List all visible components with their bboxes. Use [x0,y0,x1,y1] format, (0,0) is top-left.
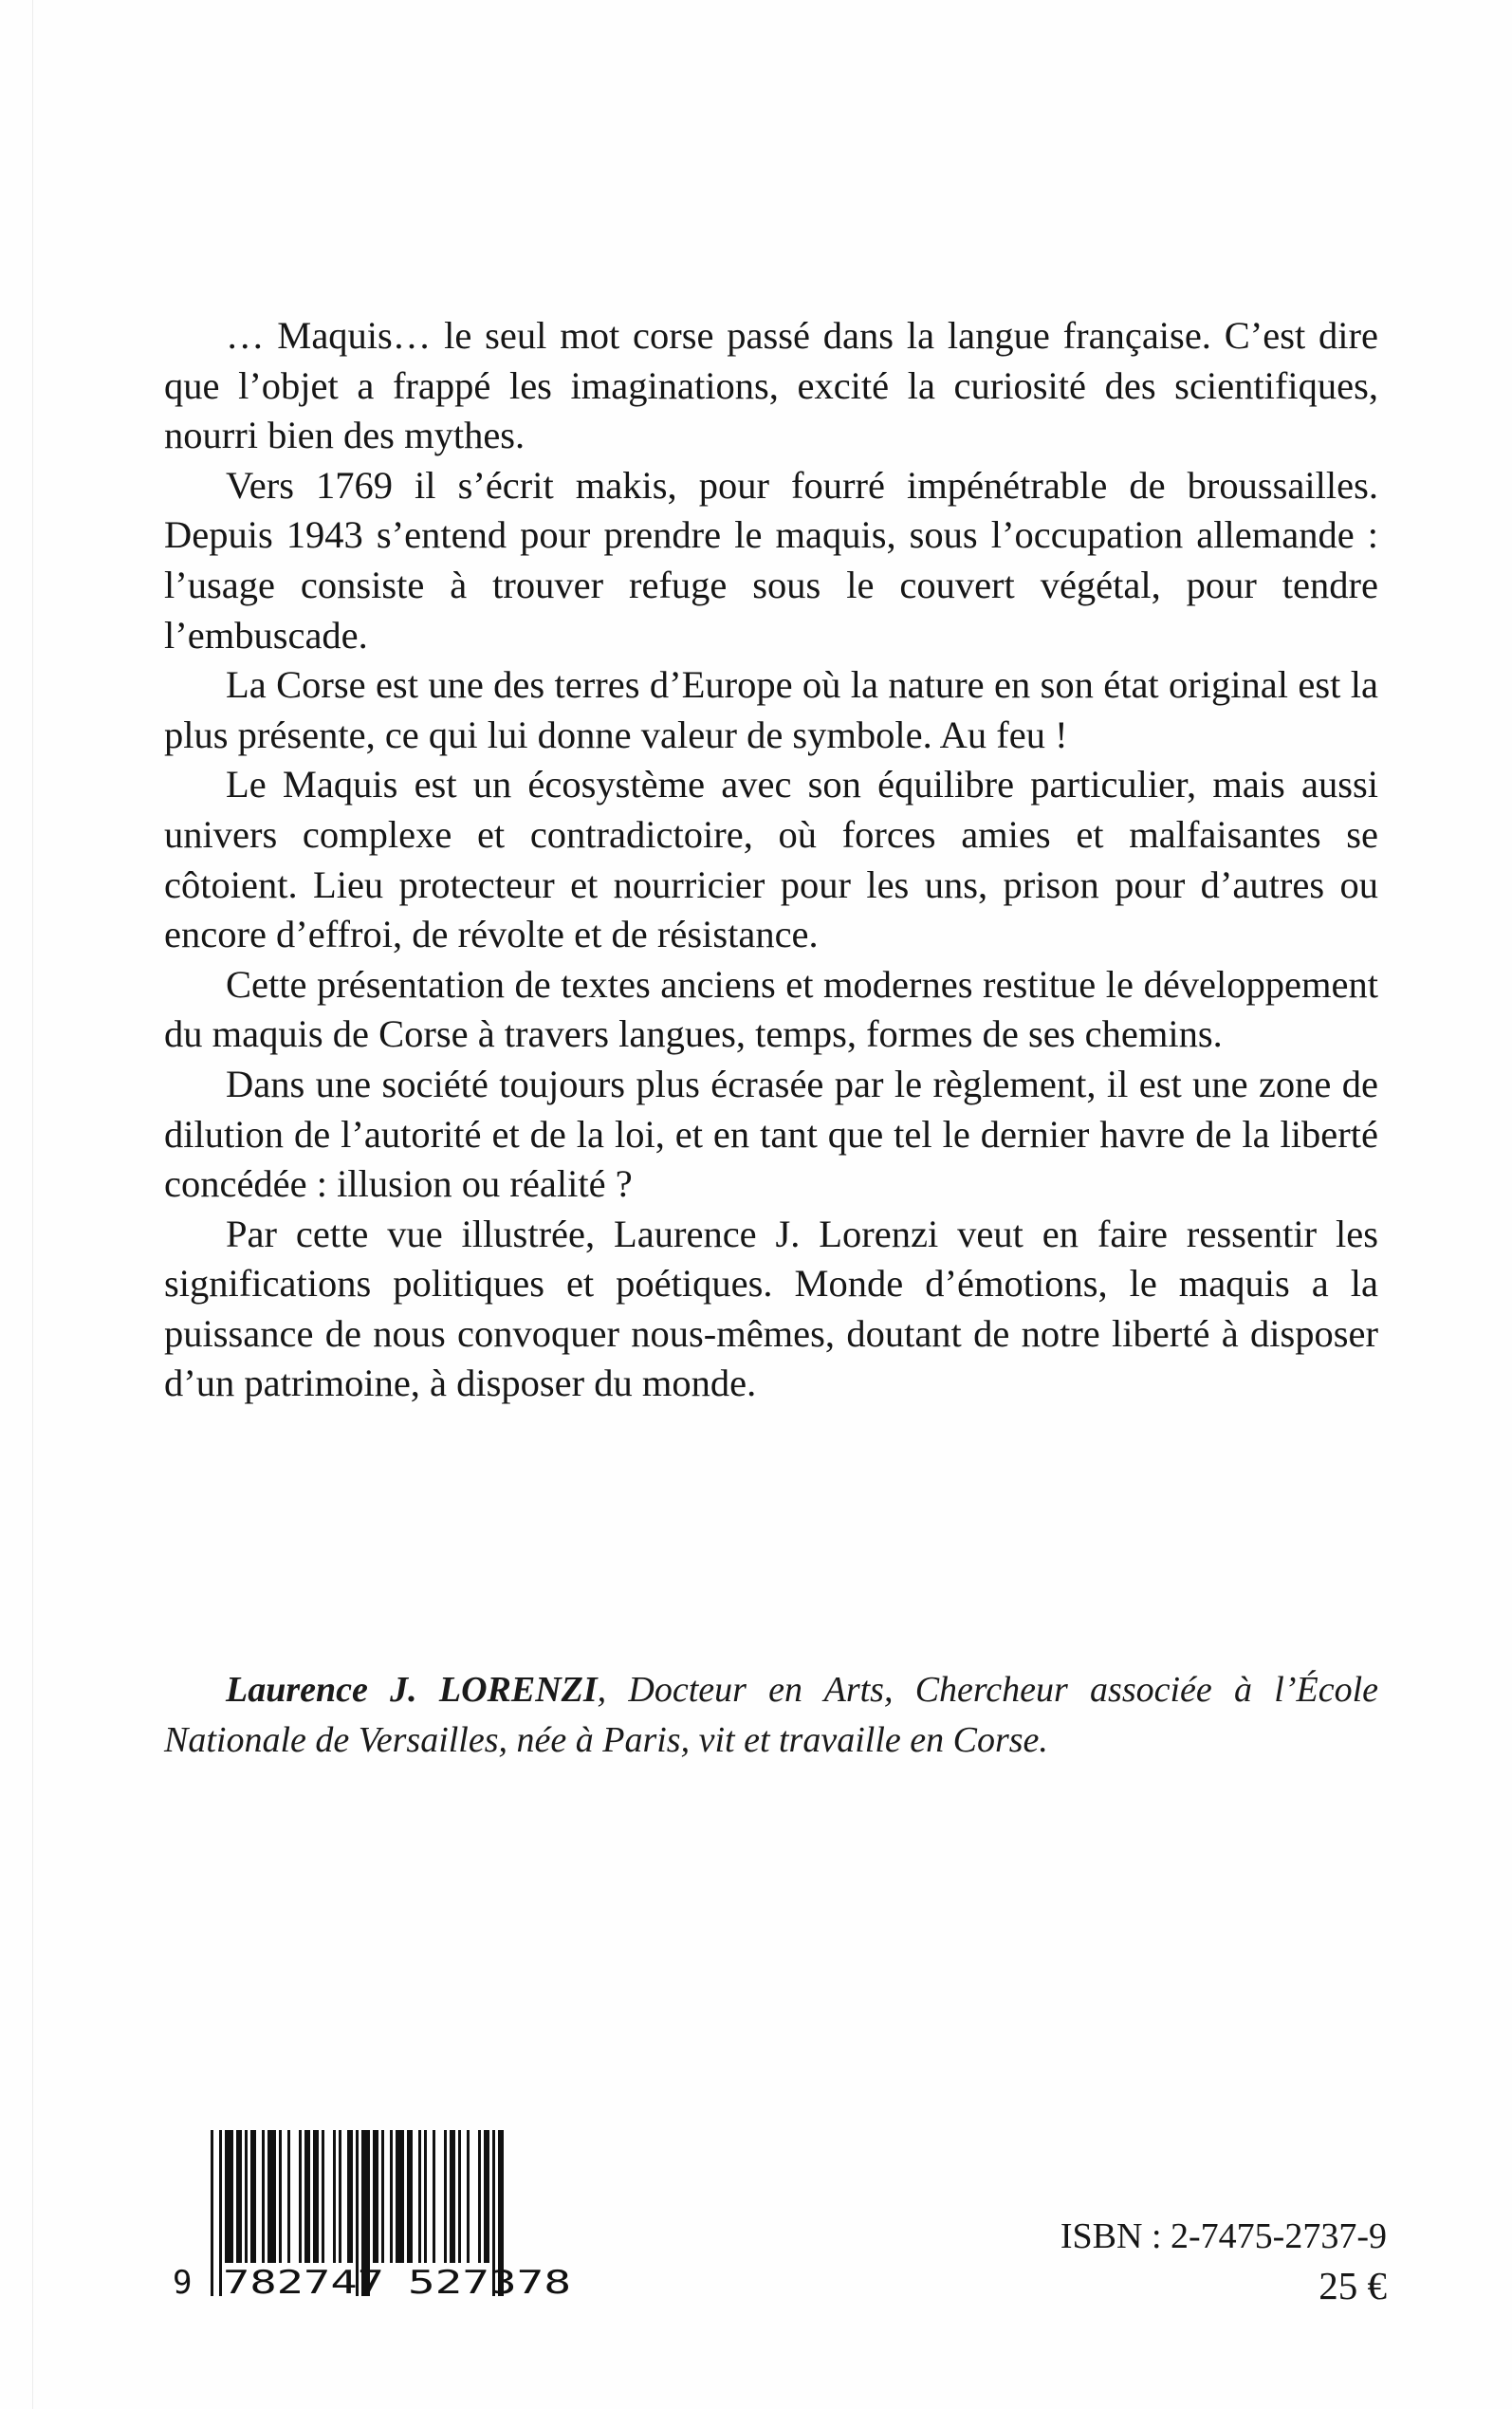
barcode-bar [418,2130,421,2263]
blurb-paragraph-4: Le Maquis est un écosystème avec son équilibre particulier, mais aussi univers complexe et contradictoire, où forces amies et malfaisantes se côtoient. Lieu protecteur et nourricier pour les uns, prison pour d’autres ou encore d’effroi, de révolte et de résistance. [164,763,1378,956]
blurb-paragraph-2: Vers 1769 il s’écrit makis, pour fourré impénétrable de broussailles. Depuis 1943 s’entend pour prendre le maquis, sous l’occupation allemande : l’usage consiste à trouver refuge sous le couvert végétal, pour tendre l’embuscade. [164,463,1378,657]
barcode-right-digits: 527378 [408,2264,571,2301]
barcode-bar [322,2130,324,2263]
isbn-barcode [171,2130,598,2301]
price: 25 € [1318,2264,1387,2307]
barcode-bar [267,2130,276,2263]
barcode-bar [347,2130,353,2263]
blurb-paragraph-3: La Corse est une des terres d’Europe où la nature en son état original est la plus présente, ce qui lui donne valeur de symbole. Au feu ! [164,663,1378,756]
barcode-bar [245,2130,248,2263]
blurb-paragraph-6: Dans une société toujours plus écrasée par le règlement, il est une zone de dilution de l’autorité et de la loi, et en tant que tel le dernier havre de la liberté concédée : illusion ou réalité ? [164,1062,1378,1206]
author-bio [164,1665,1378,1766]
blurb-text [164,311,1378,1409]
barcode-bar [396,2130,404,2263]
barcode-bar [225,2130,233,2263]
barcode-bar [450,2130,455,2263]
author-name: Laurence J. LORENZI [226,1670,598,1710]
isbn-number: ISBN : 2-7475-2737-9 [1060,2216,1387,2256]
barcode-bar [250,2130,256,2263]
barcode-bar [458,2130,461,2263]
barcode-bar [478,2130,481,2263]
blurb-paragraph-7: Par cette vue illustrée, Laurence J. Lorenzi veut en faire ressentir les significations politiques et poétiques. Monde d’émotions, le maquis a la puissance de nous convoquer nous-mêmes, doutant de notre liberté à disposer d’un patrimoine, à disposer du monde. [164,1212,1378,1405]
barcode-bar [381,2130,384,2263]
barcode-bar [304,2130,310,2263]
barcode-bar [444,2130,447,2263]
barcode-bar [236,2130,242,2263]
author-description: , Docteur en Arts, Chercheur associée à l’École Nationale de Versailles, née à Paris, vit et travaille en Corse. [164,1670,1378,1760]
barcode-bar [339,2130,341,2263]
barcode-left-digits: 782747 [223,2264,384,2301]
barcode-bar [467,2130,470,2263]
barcode-bar [407,2130,413,2263]
barcode-first-digit: 9 [173,2264,193,2301]
barcode-bar [279,2130,282,2263]
barcode-bar [424,2130,427,2263]
barcode-bar [484,2130,489,2263]
barcode-bar [219,2130,222,2296]
barcode-bar [211,2130,213,2296]
barcode-bar [433,2130,435,2263]
barcode-bar [373,2130,378,2263]
barcode-bar [313,2130,319,2263]
page-edge-line [32,0,33,2409]
blurb-paragraph-1: … Maquis… le seul mot corse passé dans la langue française. C’est dire que l’objet a frappé les imaginations, excité la curiosité des scientifiques, nourri bien des mythes. [164,314,1378,457]
barcode-bar [287,2130,290,2263]
barcode-bar [390,2130,393,2263]
blurb-paragraph-5: Cette présentation de textes anciens et modernes restitue le développement du maquis de Corse à travers langues, temps, formes de ses chemins. [164,962,1378,1056]
barcode-bar [262,2130,265,2263]
barcode-bar [299,2130,302,2263]
barcode-bar [333,2130,336,2263]
